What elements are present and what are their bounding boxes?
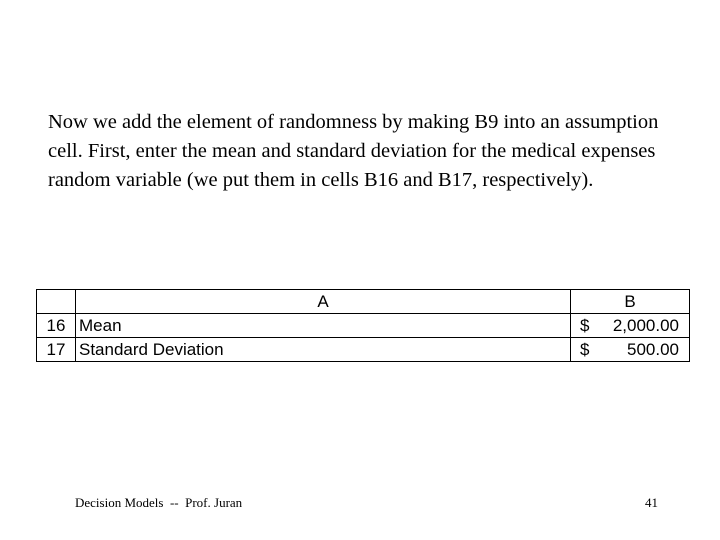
column-header-a: A (76, 290, 571, 314)
cell-value (571, 338, 690, 362)
table-row (37, 338, 690, 362)
column-header-row (37, 290, 690, 314)
footer-page-number: 41 (645, 495, 658, 510)
row-number: 16 (37, 314, 76, 338)
corner-cell (37, 290, 76, 314)
spreadsheet-excerpt (36, 289, 690, 362)
cell-label: Standard Deviation (76, 338, 571, 362)
table-row (37, 314, 690, 338)
cell-value (571, 314, 690, 338)
cell-amount: 500.00 (627, 339, 679, 359)
row-number: 17 (37, 338, 76, 362)
currency-symbol: $ (580, 339, 590, 359)
currency-symbol: $ (580, 315, 590, 335)
cell-label: Mean (76, 314, 571, 338)
slide-body-text: Now we add the element of randomness by making B9 into an assumption cell. First, enter the mean and standard deviation for the medical expenses random variable (we put them in cells B16 and B17, respectively). (48, 111, 659, 191)
column-header-b: B (571, 290, 690, 314)
footer-course-title: Decision Models -- Prof. Juran (75, 495, 243, 510)
cell-amount: 2,000.00 (612, 315, 679, 335)
